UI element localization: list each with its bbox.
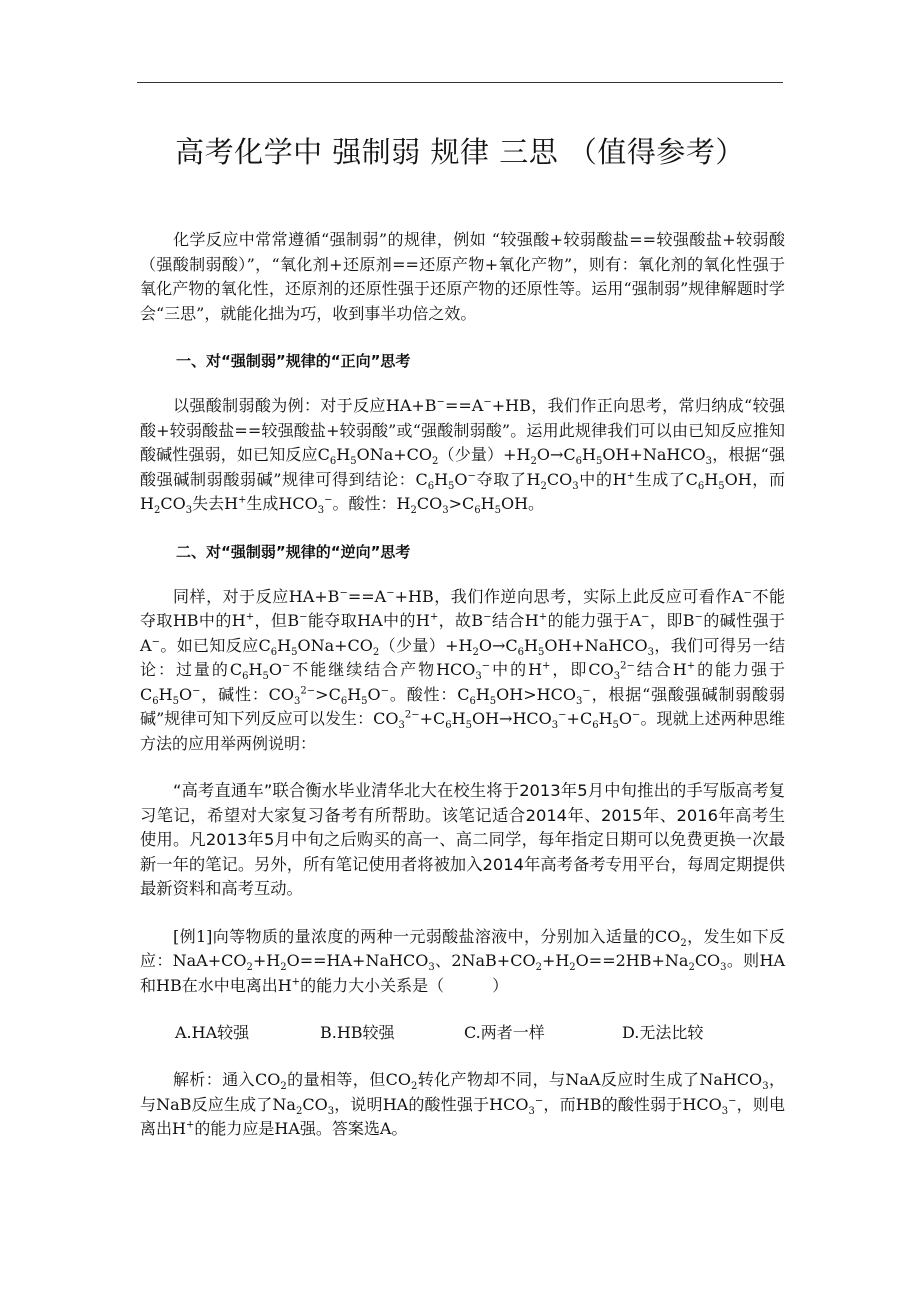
document-body [140,228,785,1165]
option-d: D.无法比较 [622,1023,704,1042]
section1-paragraph: 以强酸制弱酸为例：对于反应HA+B−==A−+HB，我们作正向思考，常归纳成“较强酸+较弱酸盐==较强酸盐+较弱酸”或“强酸制弱酸”。运用此规律我们可以由已知反应推知酸碱性强弱，如已知反应$C_6H_5ONa+CO_2$（少量）$+H_2O\to C_6H_5OH+NaHCO_3$，根据“强酸强碱制弱酸弱碱”规律可得到结论：$C_6H_5O^-$夺取了$H_2CO_3$中的H+生成了$C_6H_5OH$，而$H_2CO_3$失去H+生成$HCO_3^-$。酸性：$H_2CO_3>C_6H_5OH$。 [140,396,785,517]
answer-options [140,1021,785,1045]
option-c: C.两者一样 [464,1023,545,1042]
analysis-paragraph: 解析：通入$CO_2$的量相等，但$CO_2$转化产物却不同，与NaA反应时生成了NaHCO$_3$，与NaB反应生成了$Na_2CO_3$，说明HA的酸性强于$HCO_3^-$，而HB的酸性弱于$HCO_3^-$，则电离出H+的能力应是HA强。答案选A。 [140,1070,785,1138]
section2-paragraph: 同样，对于反应HA+B−==A−+HB，我们作逆向思考，实际上此反应可看作A−不能夺取HB中的H+，但B−能夺取HA中的H+，故B−结合H+的能力强于A−，即B−的碱性强于A−。如已知反应$C_6H_5ONa+CO_2$（少量）$+H_2O\to C_6H_5OH+NaHCO_3$，我们可得另一结论：过量的$C_6H_5O^-$不能继续结合产物$HCO_3^-$中的H+，即$CO_3^{2-}$结合H+的能力强于$C_6H_5O^-$，碱性：$CO_3^{2-}>C_6H_5O^-$。酸性：$C_6H_5OH>HCO_3^-$，根据“强酸强碱制弱酸弱碱”规律可知下列反应可以发生：$CO_3^{2-}+C_6H_5OH\to HCO_3^-+C_6H_5O^-$。现就上述两种思维方法的应用举两例说明： [140,586,785,753]
option-b: B.HB较强 [320,1023,395,1042]
section2-heading: 二、对“强制弱”规律的“逆向”思考 [176,542,411,561]
promo-paragraph: “高考直通车”联合衡水毕业清华北大在校生将于2013年5月中旬推出的手写版高考复习笔记，希望对大家复习备考有所帮助。该笔记适合2014年、2015年、2016年高考生使用。凡2013年5月中旬之后购买的高一、高二同学，每年指定日期可以免费更换一次最新一年的笔记。另外，所有笔记使用者将被加入2014年高考备考专用平台，每周定期提供最新资料和高考互动。 [140,781,785,898]
example1-question: [例1]向等物质的量浓度的两种一元弱酸盐溶液中，分别加入适量的$CO_2$，发生如下反应：$NaA+CO_2+H_2O==HA+NaHCO_3$、$2NaB+CO_2+H_2O==2HB+Na_2CO_3$。则HA和HB在水中电离出H+的能力大小关系是（ ） [140,926,785,995]
section1-heading: 一、对“强制弱”规律的“正向”思考 [176,352,411,370]
document-title: 高考化学中 强制弱 规律 三思 （值得参考） [175,135,745,169]
header-rule [137,82,783,83]
intro-paragraph: 化学反应中常常遵循“强制弱”的规律，例如 “较强酸+较弱酸盐==较强酸盐+较弱酸（强酸制弱酸）”，“氧化剂+还原剂==还原产物+氧化产物”，则有：氧化剂的氧化性强于氧化产物的氧化性，还原剂的还原性强于还原产物的还原性等。运用“强制弱”规律解题时学会“三思”，就能化拙为巧，收到事半功倍之效。 [140,230,785,323]
option-a: A.HA较强 [175,1023,250,1042]
